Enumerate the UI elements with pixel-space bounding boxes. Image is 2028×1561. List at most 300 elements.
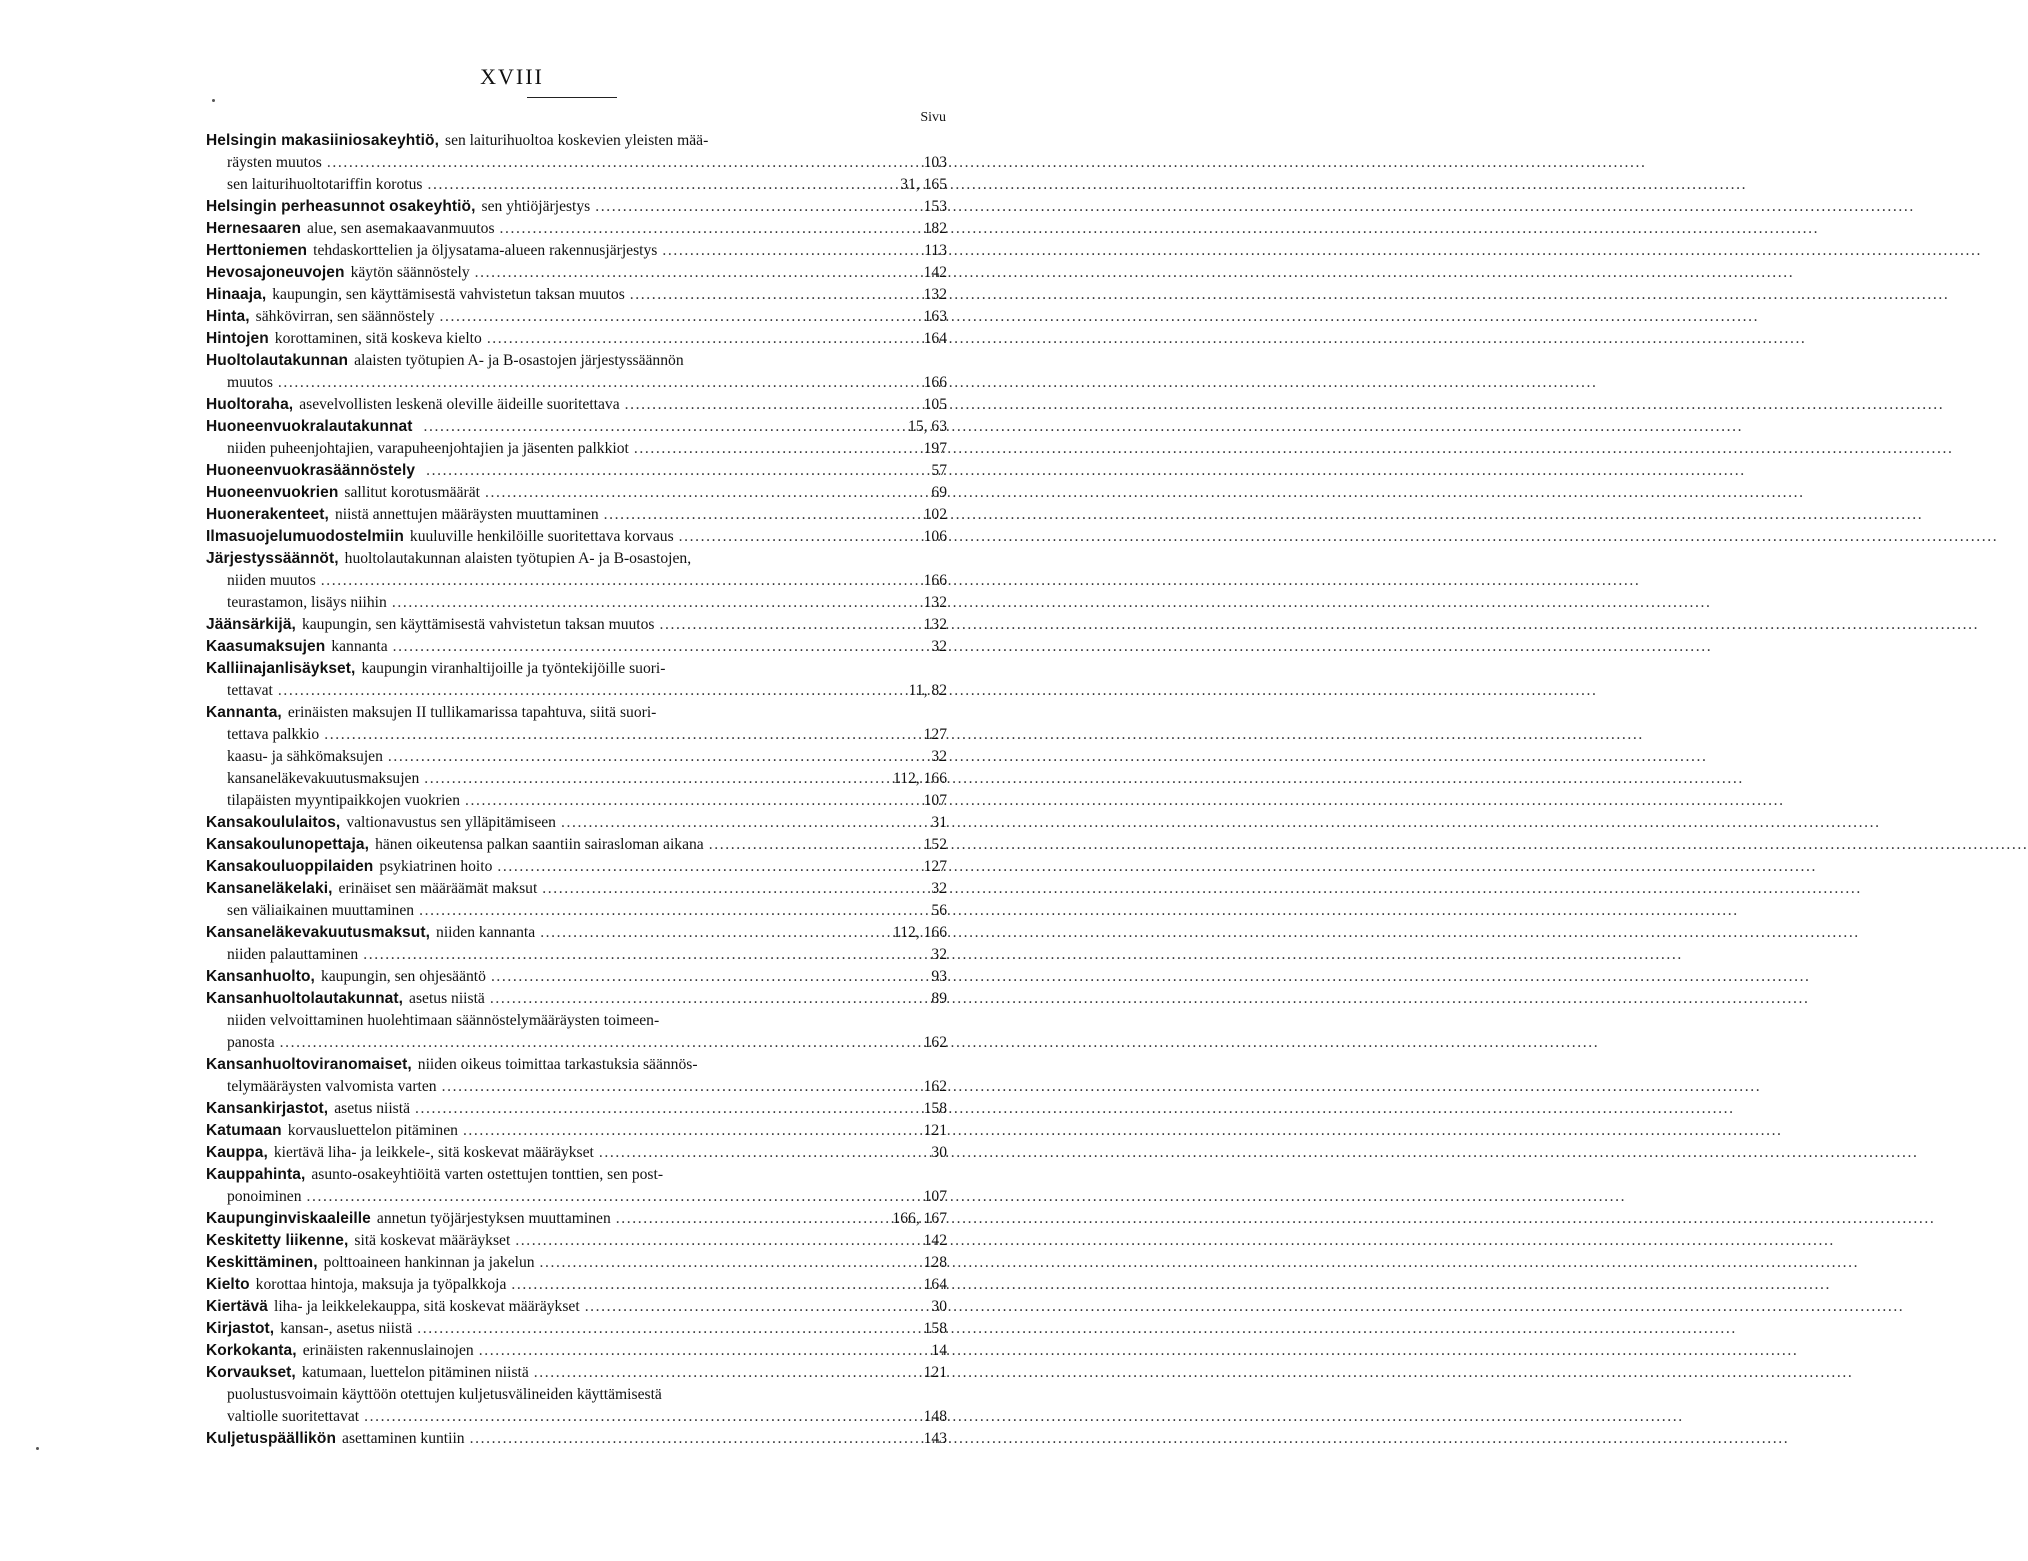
page-reference: 56 xyxy=(931,902,947,919)
page-reference: 103 xyxy=(923,154,947,171)
page-reference: 152 xyxy=(923,836,947,853)
index-line xyxy=(206,1296,947,1318)
index-entry xyxy=(206,240,947,262)
index-text: kansaneläkevakuutusmaksujen xyxy=(227,770,420,787)
index-text: sallitut korotusmäärät xyxy=(344,484,480,501)
index-text: puolustusvoimain käyttöön otettujen kuljetusvälineiden käyttämisestä xyxy=(227,1386,662,1403)
page-column-label: Sivu xyxy=(920,110,946,125)
index-entry xyxy=(206,966,947,988)
index-entry xyxy=(206,548,947,592)
index-term: Hintojen xyxy=(206,330,269,347)
dot-leader xyxy=(634,438,919,460)
dot-leader xyxy=(662,240,919,262)
dot-leader xyxy=(470,1428,919,1450)
index-line xyxy=(206,1252,947,1274)
dot-leader xyxy=(424,768,888,790)
index-text: teurastamon, lisäys niihin xyxy=(227,594,387,611)
index-line xyxy=(206,856,947,878)
index-entry xyxy=(206,262,947,284)
index-line xyxy=(206,636,947,658)
index-text: telymääräysten valvomista varten xyxy=(227,1078,437,1095)
index-line xyxy=(206,1120,947,1142)
index-line xyxy=(206,240,947,262)
dot-leader xyxy=(321,570,919,592)
index-text: niiden puheenjohtajien, varapuheenjohtajien ja jäsenten palkkiot xyxy=(227,440,629,457)
page-reference: 113 xyxy=(924,242,947,259)
index-text: kaupungin, sen käyttämisestä vahvistetun taksan muutos xyxy=(272,286,625,303)
index-text: sen yhtiöjärjestys xyxy=(481,198,591,215)
index-line xyxy=(206,394,947,416)
index-text: kiertävä liha- ja leikkele-, sitä koskevat määräykset xyxy=(273,1144,594,1161)
index-text: asettaminen kuntiin xyxy=(342,1430,465,1447)
index-text: asevelvollisten leskenä oleville äideille suoritettava xyxy=(299,396,620,413)
index-entry xyxy=(206,592,947,614)
index-line xyxy=(206,350,947,372)
index-entry xyxy=(206,306,947,328)
index-term: Kansaneläkevakuutusmaksut, xyxy=(206,924,431,941)
page-reference: 197 xyxy=(923,440,947,457)
page-reference: 164 xyxy=(923,1276,947,1293)
index-term: Kauppahinta, xyxy=(206,1166,306,1183)
page-reference: 31, 165 xyxy=(900,176,947,193)
index-entry xyxy=(206,658,947,702)
index-term: Kansakouluoppilaiden xyxy=(206,858,374,875)
index-entry xyxy=(206,878,947,900)
index-line xyxy=(206,988,947,1010)
dot-leader xyxy=(595,196,918,218)
dot-leader xyxy=(491,966,926,988)
dot-leader xyxy=(485,482,926,504)
index-term: Kiertävä xyxy=(206,1298,268,1315)
index-term: Keskitetty liikenne, xyxy=(206,1232,349,1249)
dot-leader xyxy=(534,1362,919,1384)
index-entry xyxy=(206,438,947,460)
index-line xyxy=(206,614,947,636)
index-line xyxy=(206,1142,947,1164)
index-term: Huoneenvuokralautakunnat xyxy=(206,418,413,435)
dot-leader xyxy=(388,746,927,768)
index-term: Jäänsärkijä, xyxy=(206,616,296,633)
dot-leader xyxy=(442,1076,919,1098)
index-line xyxy=(206,328,947,350)
index-term: Kaasumaksujen xyxy=(206,638,326,655)
dot-leader xyxy=(540,1252,919,1274)
index-text: valtionavustus sen ylläpitämiseen xyxy=(346,814,556,831)
index-term: Huonerakenteet, xyxy=(206,506,329,523)
index-list xyxy=(206,130,947,1450)
page-reference: 102 xyxy=(923,506,947,523)
index-text: sen laiturihuoltoa koskevien yleisten mää- xyxy=(445,132,709,149)
index-text: sen laiturihuoltotariffin korotus xyxy=(227,176,423,193)
page-reference: 163 xyxy=(923,308,947,325)
index-line xyxy=(206,1032,947,1054)
page-reference: 127 xyxy=(923,726,947,743)
index-text: valtiolle suoritettavat xyxy=(227,1408,360,1425)
index-entry xyxy=(206,1120,947,1142)
page-reference: 107 xyxy=(923,1188,947,1205)
index-term: Hevosajoneuvojen xyxy=(206,264,345,281)
index-line xyxy=(206,944,947,966)
index-entry xyxy=(206,1274,947,1296)
index-text: huoltolautakunnan alaisten työtupien A- ja B-osastojen, xyxy=(344,550,692,567)
index-entry xyxy=(206,1362,947,1384)
index-line xyxy=(206,1164,947,1186)
index-line xyxy=(206,526,947,548)
index-term: Keskittäminen, xyxy=(206,1254,318,1271)
index-term: Kansankirjastot, xyxy=(206,1100,329,1117)
index-entry xyxy=(206,1054,947,1098)
page-reference: 182 xyxy=(923,220,947,237)
index-line xyxy=(206,438,947,460)
page-reference: 32 xyxy=(931,946,947,963)
index-text: asetus niistä xyxy=(334,1100,410,1117)
page-reference: 162 xyxy=(923,1034,947,1051)
index-text: asunto-osakeyhtiöitä varten ostettujen tonttien, sen post- xyxy=(311,1166,664,1183)
index-line xyxy=(206,1384,947,1406)
index-text: niiden muutos xyxy=(227,572,316,589)
page-reference: 89 xyxy=(931,990,947,1007)
index-term: Kansanhuoltoviranomaiset, xyxy=(206,1056,412,1073)
index-entry xyxy=(206,614,947,636)
dot-leader xyxy=(363,944,926,966)
index-text: asetus niistä xyxy=(409,990,485,1007)
index-term: Kirjastot, xyxy=(206,1320,275,1337)
page-reference: 127 xyxy=(923,858,947,875)
index-entry xyxy=(206,944,947,966)
index-entry xyxy=(206,746,947,768)
dot-leader xyxy=(679,526,919,548)
index-term: Kielto xyxy=(206,1276,250,1293)
index-text: korvausluettelon pitäminen xyxy=(287,1122,458,1139)
index-entry xyxy=(206,174,947,196)
index-line xyxy=(206,790,947,812)
index-line xyxy=(206,878,947,900)
index-entry xyxy=(206,504,947,526)
page-reference: 32 xyxy=(931,638,947,655)
index-term: Kaupunginviskaaleille xyxy=(206,1210,371,1227)
page-reference: 143 xyxy=(923,1430,947,1447)
page-reference: 132 xyxy=(923,594,947,611)
index-text: tehdaskorttelien ja öljysatama-alueen rakennusjärjestys xyxy=(313,242,658,259)
index-text: psykiatrinen hoito xyxy=(379,858,493,875)
index-entry xyxy=(206,922,947,944)
page-reference: 164 xyxy=(923,330,947,347)
dot-leader xyxy=(540,922,888,944)
page-reference: 166 xyxy=(923,572,947,589)
index-entry xyxy=(206,1252,947,1274)
page-reference: 105 xyxy=(923,396,947,413)
index-term: Kansakoulunopettaja, xyxy=(206,836,370,853)
dot-leader xyxy=(604,504,919,526)
page-reference: 57 xyxy=(931,462,947,479)
index-entry xyxy=(206,812,947,834)
index-line xyxy=(206,768,947,790)
print-speck xyxy=(212,99,215,102)
dot-leader xyxy=(561,812,926,834)
dot-leader xyxy=(364,1406,919,1428)
dot-leader xyxy=(500,218,919,240)
index-term: Kalliinajanlisäykset, xyxy=(206,660,356,677)
index-entry xyxy=(206,790,947,812)
dot-leader xyxy=(479,1340,927,1362)
dot-leader xyxy=(440,306,919,328)
index-line xyxy=(206,922,947,944)
index-entry xyxy=(206,702,947,746)
index-entry xyxy=(206,1384,947,1428)
page-reference: 106 xyxy=(923,528,947,545)
index-text: korottaminen, sitä koskeva kielto xyxy=(274,330,482,347)
index-text: alue, sen asemakaavanmuutos xyxy=(307,220,495,237)
dot-leader xyxy=(660,614,919,636)
index-line xyxy=(206,482,947,504)
index-term: Helsingin makasiiniosakeyhtiö, xyxy=(206,132,439,149)
index-line xyxy=(206,658,947,680)
index-term: Katumaan xyxy=(206,1122,282,1139)
index-entry xyxy=(206,284,947,306)
page-reference: 11, 82 xyxy=(908,682,947,699)
dot-leader xyxy=(709,834,919,856)
index-term: Kuljetuspäällikön xyxy=(206,1430,337,1447)
index-entry xyxy=(206,218,947,240)
page-reference: 153 xyxy=(923,198,947,215)
index-entry xyxy=(206,1318,947,1340)
index-line xyxy=(206,680,947,702)
index-line xyxy=(206,746,947,768)
index-term: Hernesaaren xyxy=(206,220,302,237)
index-text: sähkövirran, sen säännöstely xyxy=(255,308,435,325)
index-text: korottaa hintoja, maksuja ja työpalkkoja xyxy=(255,1276,507,1293)
index-term: Huoltoraha, xyxy=(206,396,294,413)
dot-leader xyxy=(415,1098,919,1120)
page-reference: 166 xyxy=(923,374,947,391)
index-text: erinäiset sen määräämät maksut xyxy=(338,880,538,897)
page-reference: 15, 63 xyxy=(908,418,947,435)
title-underline xyxy=(527,97,617,98)
dot-leader xyxy=(463,1120,919,1142)
index-entry xyxy=(206,1098,947,1120)
page-reference: 121 xyxy=(923,1122,947,1139)
index-term: Kansaneläkelaki, xyxy=(206,880,333,897)
index-entry xyxy=(206,900,947,922)
page-reference: 69 xyxy=(931,484,947,501)
index-line xyxy=(206,152,947,174)
dot-leader xyxy=(324,724,918,746)
page-reference: 31 xyxy=(931,814,947,831)
index-line xyxy=(206,460,947,482)
page-reference: 132 xyxy=(923,286,947,303)
dot-leader xyxy=(427,174,895,196)
dot-leader xyxy=(307,1186,919,1208)
index-text: niiden palauttaminen xyxy=(227,946,359,963)
index-term: Huoneenvuokrasäännöstely xyxy=(206,462,416,479)
page-reference: 158 xyxy=(923,1320,947,1337)
dot-leader xyxy=(585,1296,927,1318)
index-text: katumaan, luettelon pitäminen niistä xyxy=(301,1364,529,1381)
index-line xyxy=(206,284,947,306)
index-line xyxy=(206,1010,947,1032)
index-term: Korvaukset, xyxy=(206,1364,296,1381)
index-line xyxy=(206,1362,947,1384)
page-number: XVIII xyxy=(480,64,544,89)
index-line xyxy=(206,548,947,570)
dot-leader xyxy=(599,1142,927,1164)
index-text: tilapäisten myyntipaikkojen vuokrien xyxy=(227,792,460,809)
dot-leader xyxy=(515,1230,918,1252)
index-entry xyxy=(206,1296,947,1318)
dot-leader xyxy=(475,262,919,284)
index-line xyxy=(206,724,947,746)
index-entry xyxy=(206,856,947,878)
index-line xyxy=(206,1208,947,1230)
index-entry xyxy=(206,460,947,482)
index-entry xyxy=(206,768,947,790)
index-text: erinäisten maksujen II tullikamarissa tapahtuva, siitä suori- xyxy=(287,704,657,721)
index-text: kansan-, asetus niistä xyxy=(280,1320,413,1337)
index-term: Kansanhuoltolautakunnat, xyxy=(206,990,404,1007)
index-entry xyxy=(206,1340,947,1362)
index-text: sitä koskevat määräykset xyxy=(354,1232,511,1249)
index-text: liha- ja leikkelekauppa, sitä koskevat määräykset xyxy=(273,1298,580,1315)
page-reference: 132 xyxy=(923,616,947,633)
index-entry xyxy=(206,834,947,856)
dot-leader xyxy=(278,680,904,702)
page-reference: 32 xyxy=(931,880,947,897)
index-line xyxy=(206,1054,947,1076)
dot-leader xyxy=(490,988,927,1010)
index-line xyxy=(206,504,947,526)
index-entry xyxy=(206,130,947,174)
index-line xyxy=(206,1428,947,1450)
page-reference: 93 xyxy=(931,968,947,985)
dot-leader xyxy=(465,790,919,812)
index-term: Helsingin perheasunnot osakeyhtiö, xyxy=(206,198,476,215)
index-line xyxy=(206,196,947,218)
page-reference: 14 xyxy=(931,1342,947,1359)
index-entry xyxy=(206,328,947,350)
index-term: Huoltolautakunnan xyxy=(206,352,349,369)
index-line xyxy=(206,1318,947,1340)
index-term: Hinta, xyxy=(206,308,250,325)
index-text: annetun työjärjestyksen muuttaminen xyxy=(376,1210,611,1227)
page-reference: 142 xyxy=(923,1232,947,1249)
dot-leader xyxy=(630,284,919,306)
page-reference: 142 xyxy=(923,264,947,281)
index-text: tettavat xyxy=(227,682,273,699)
index-text: panosta xyxy=(227,1034,275,1051)
page-reference: 162 xyxy=(923,1078,947,1095)
index-term: Kansanhuolto, xyxy=(206,968,315,985)
index-line xyxy=(206,262,947,284)
index-entry xyxy=(206,196,947,218)
print-speck xyxy=(36,1447,39,1450)
index-text: niiden oikeus toimittaa tarkastuksia säännös- xyxy=(417,1056,698,1073)
index-term: Järjestyssäännöt, xyxy=(206,550,339,567)
dot-leader xyxy=(542,878,926,900)
dot-leader xyxy=(616,1208,888,1230)
index-line xyxy=(206,1340,947,1362)
index-term: Hinaaja, xyxy=(206,286,267,303)
index-line xyxy=(206,1076,947,1098)
index-entry xyxy=(206,526,947,548)
index-line xyxy=(206,702,947,724)
page-reference: 30 xyxy=(931,1144,947,1161)
dot-leader xyxy=(511,1274,918,1296)
page-reference: 112, 166 xyxy=(893,770,947,787)
index-text: sen väliaikainen muuttaminen xyxy=(227,902,415,919)
index-line xyxy=(206,812,947,834)
index-entry xyxy=(206,1142,947,1164)
index-entry xyxy=(206,1230,947,1252)
index-line xyxy=(206,372,947,394)
index-line xyxy=(206,1406,947,1428)
index-text: hänen oikeutensa palkan saantiin sairasloman aikana xyxy=(375,836,704,853)
index-text: ponoiminen xyxy=(227,1188,302,1205)
dot-leader xyxy=(426,460,926,482)
index-entry xyxy=(206,1010,947,1054)
index-entry xyxy=(206,482,947,504)
index-term: Herttoniemen xyxy=(206,242,308,259)
index-term: Kannanta, xyxy=(206,704,282,721)
page-reference: 121 xyxy=(923,1364,947,1381)
index-text: kaupungin, sen käyttämisestä vahvistetun taksan muutos xyxy=(301,616,655,633)
index-line xyxy=(206,1274,947,1296)
index-term: Korkokanta, xyxy=(206,1342,297,1359)
index-line xyxy=(206,218,947,240)
index-text: tettava palkkio xyxy=(227,726,320,743)
index-text: käytön säännöstely xyxy=(350,264,470,281)
index-term: Ilmasuojelumuodostelmiin xyxy=(206,528,404,545)
page-reference: 158 xyxy=(923,1100,947,1117)
index-line xyxy=(206,966,947,988)
index-text: niiden velvoittaminen huolehtimaan säännöstelymääräysten toimeen- xyxy=(227,1012,660,1029)
index-text: muutos xyxy=(227,374,273,391)
index-line xyxy=(206,570,947,592)
page-reference: 166, 167 xyxy=(892,1210,947,1227)
index-text: niiden kannanta xyxy=(436,924,536,941)
dot-leader xyxy=(393,636,927,658)
index-entry xyxy=(206,636,947,658)
index-entry xyxy=(206,350,947,394)
page-reference: 112, 166 xyxy=(893,924,947,941)
index-text: niistä annettujen määräysten muuttaminen xyxy=(334,506,599,523)
index-line xyxy=(206,1186,947,1208)
page-reference: 128 xyxy=(923,1254,947,1271)
index-line xyxy=(206,1230,947,1252)
index-text: kaupungin, sen ohjesääntö xyxy=(320,968,486,985)
index-term: Kansakoululaitos, xyxy=(206,814,341,831)
dot-leader xyxy=(625,394,919,416)
index-line xyxy=(206,306,947,328)
index-line xyxy=(206,174,947,196)
dot-leader xyxy=(419,900,926,922)
index-entry xyxy=(206,1164,947,1208)
dot-leader xyxy=(327,152,919,174)
page-reference: 107 xyxy=(923,792,947,809)
dot-leader xyxy=(278,372,919,394)
dot-leader xyxy=(497,856,918,878)
index-entry xyxy=(206,1428,947,1450)
dot-leader xyxy=(424,416,903,438)
index-line xyxy=(206,1098,947,1120)
index-entry xyxy=(206,988,947,1010)
index-text: erinäisten rakennuslainojen xyxy=(302,1342,474,1359)
page-reference: 148 xyxy=(923,1408,947,1425)
dot-leader xyxy=(487,328,919,350)
dot-leader xyxy=(280,1032,919,1054)
index-text: kaasu- ja sähkömaksujen xyxy=(227,748,383,765)
index-text: alaisten työtupien A- ja B-osastojen järjestyssäännön xyxy=(354,352,684,369)
dot-leader xyxy=(417,1318,918,1340)
